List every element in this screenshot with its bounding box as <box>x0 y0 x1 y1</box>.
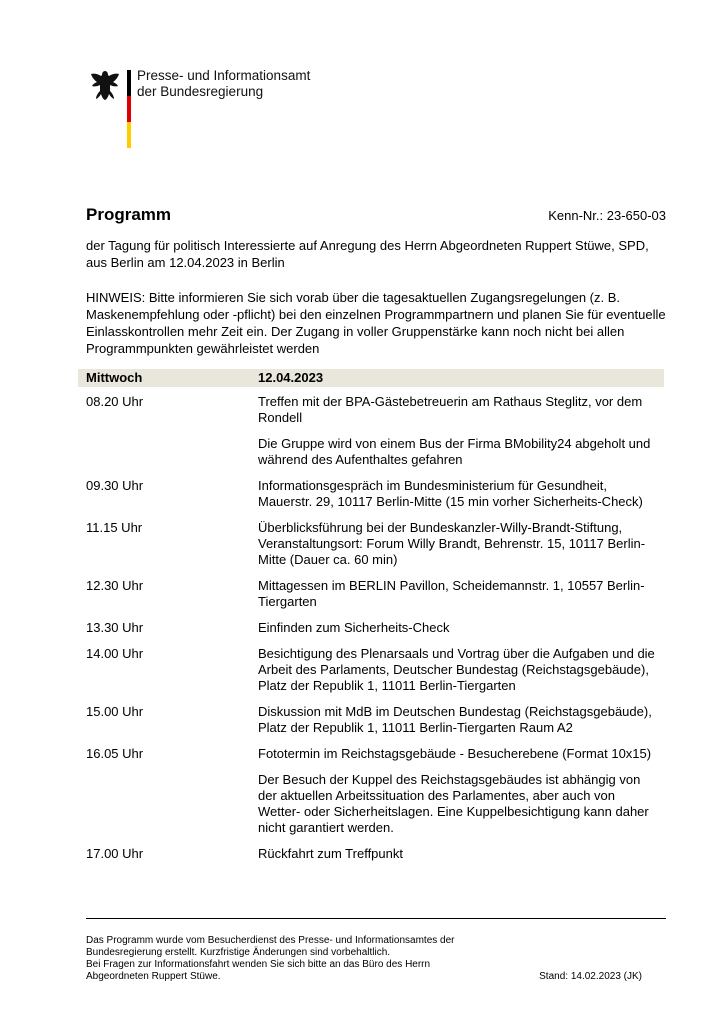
schedule-table <box>78 369 664 862</box>
schedule-date: 12.04.2023 <box>258 370 324 385</box>
national-flag-bar <box>127 70 131 148</box>
schedule-time: 08.20 Uhr <box>86 394 144 409</box>
schedule-row <box>78 620 664 636</box>
schedule-row <box>78 746 664 762</box>
footer-divider <box>86 918 666 919</box>
federal-eagle-icon <box>90 68 120 102</box>
schedule-description: Die Gruppe wird von einem Bus der Firma BMobility24 abgeholt und während des Aufenthaltes gefahren <box>258 436 651 467</box>
footer-line: Bundesregierung erstellt. Kurzfristige Änderungen sind vorbehaltlich. <box>86 947 391 958</box>
schedule-row <box>78 646 664 694</box>
schedule-description: Der Besuch der Kuppel des Reichstagsgebäudes ist abhängig von der aktuellen Arbeitssituation des Parlamentes, aber auch von Wetter- oder Sicherheitslagen. Eine Kuppelbesichtigung kann daher nicht garantiert werden. <box>258 772 649 835</box>
footer-line: Bei Fragen zur Informationsfahrt wenden Sie sich bitte an das Büro des Herrn <box>86 959 431 970</box>
agency-name-line2: der Bundesregierung <box>137 84 264 99</box>
agency-logo <box>90 68 320 150</box>
schedule-description: Mittagessen im BERLIN Pavillon, Scheidemannstr. 1, 10557 Berlin-Tiergarten <box>258 578 645 609</box>
schedule-description: Diskussion mit MdB im Deutschen Bundestag (Reichstagsgebäude), Platz der Republik 1, 11011 Berlin-Tiergarten Raum A2 <box>258 704 652 735</box>
schedule-row <box>78 520 664 568</box>
schedule-row <box>78 394 664 426</box>
schedule-time: 09.30 Uhr <box>86 478 144 493</box>
schedule-description: Einfinden zum Sicherheits-Check <box>258 620 450 635</box>
schedule-row <box>78 436 664 468</box>
document-status-date: Stand: 14.02.2023 (JK) <box>539 971 642 982</box>
agency-name-line1: Presse- und Informationsamt <box>137 68 311 83</box>
schedule-row <box>78 846 664 862</box>
schedule-time: 16.05 Uhr <box>86 746 144 761</box>
page-title: Programm <box>86 205 172 224</box>
notice-text: HINWEIS: Bitte informieren Sie sich vorab über die tagesaktuellen Zugangsregelungen (z. B. Maskenempfehlung oder -pflicht) bei den einzelnen Programmpartnern und planen Sie für eventuelle Einlasskontrollen mehr Zeit ein. Der Zugang in voller Gruppenstärke kann noch nicht bei allen Programmpunkten gewährleistet werden <box>86 290 666 356</box>
schedule-description: Besichtigung des Plenarsaals und Vortrag über die Aufgaben und die Arbeit des Parlaments, Deutscher Bundestag (Reichstagsgebäude), Platz der Republik 1, 11011 Berlin-Tiergarten <box>258 646 655 693</box>
schedule-row <box>78 704 664 736</box>
footer-line: Das Programm wurde vom Besucherdienst des Presse- und Informationsamtes der <box>86 935 455 946</box>
schedule-row <box>78 578 664 610</box>
reference-number: Kenn-Nr.: 23-650-03 <box>548 208 666 223</box>
schedule-row <box>78 772 664 836</box>
schedule-description: Informationsgespräch im Bundesministerium für Gesundheit, Mauerstr. 29, 10117 Berlin-Mitte (15 min vorher Sicherheits-Check) <box>258 478 643 509</box>
title-row <box>86 205 666 225</box>
schedule-time: 12.30 Uhr <box>86 578 144 593</box>
agency-name <box>137 68 310 100</box>
schedule-time: 17.00 Uhr <box>86 846 144 861</box>
schedule-row <box>78 478 664 510</box>
footer-line: Abgeordneten Ruppert Stüwe. <box>86 971 221 982</box>
schedule-header <box>78 369 664 387</box>
schedule-time: 11.15 Uhr <box>86 520 143 535</box>
footer <box>86 935 666 983</box>
schedule-time: 14.00 Uhr <box>86 646 144 661</box>
schedule-description: Fototermin im Reichstagsgebäude - Besucherebene (Format 10x15) <box>258 746 652 761</box>
intro-text: der Tagung für politisch Interessierte auf Anregung des Herrn Abgeordneten Ruppert Stüwe, SPD, aus Berlin am 12.04.2023 in Berlin <box>86 238 649 270</box>
schedule-time: 13.30 Uhr <box>86 620 144 635</box>
schedule-description: Überblicksführung bei der Bundeskanzler-Willy-Brandt-Stiftung, Veranstaltungsort: Forum Willy Brandt, Behrenstr. 15, 10117 Berlin-Mitte (Dauer ca. 60 min) <box>258 520 646 567</box>
schedule-day: Mittwoch <box>86 370 143 385</box>
schedule-description: Treffen mit der BPA-Gästebetreuerin am Rathaus Steglitz, vor dem Rondell <box>258 394 643 425</box>
schedule-time: 15.00 Uhr <box>86 704 144 719</box>
schedule-description: Rückfahrt zum Treffpunkt <box>258 846 403 861</box>
